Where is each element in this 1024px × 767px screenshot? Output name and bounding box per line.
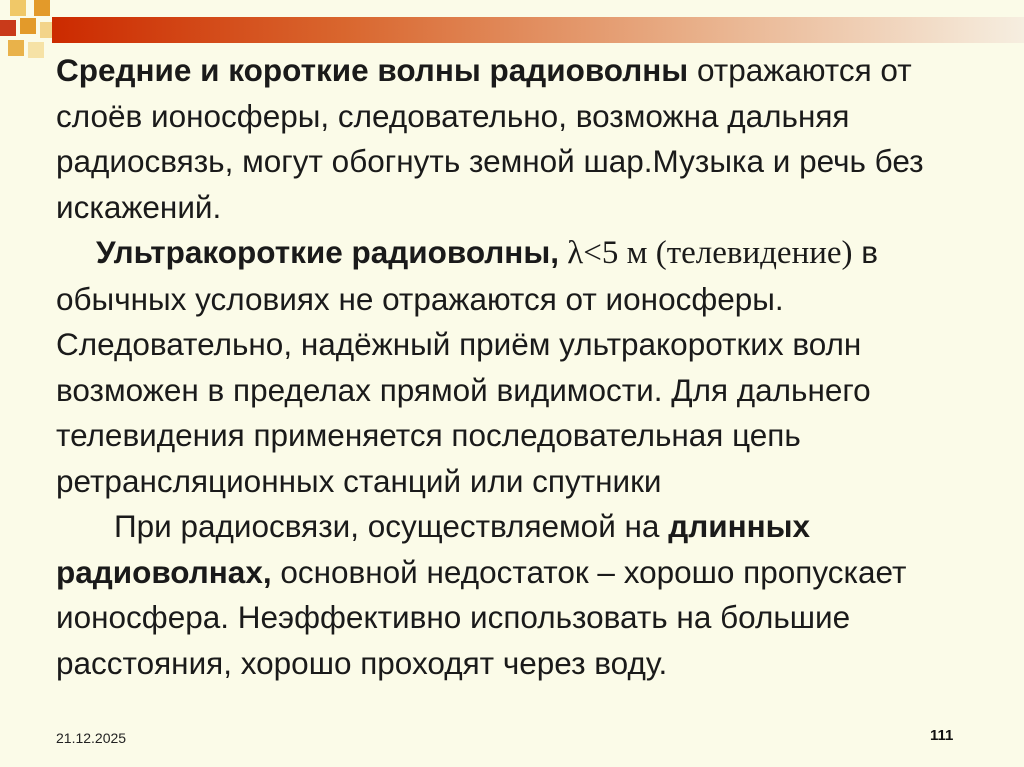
bold-term: Средние и короткие волны радиоволны <box>56 52 689 88</box>
deco-square <box>28 42 44 58</box>
paragraph-text: При радиосвязи, осуществляемой на <box>114 508 669 544</box>
bold-term: Ультракороткие радиоволны, <box>96 234 559 270</box>
paragraph-long-waves <box>56 504 1006 686</box>
deco-square <box>10 0 26 16</box>
title-bar-band <box>52 17 1024 43</box>
wavelength-note: λ<5 м (телевидение) <box>558 235 853 271</box>
footer-date: 21.12.2025 <box>56 730 127 746</box>
paragraph-text: отражаются от слоёв ионосферы, следовательно, возможна дальняя радиосвязь, могут обогнуть земной шар.Музыка и речь без искажений. <box>56 52 924 225</box>
paragraph-ultrashort-waves <box>56 230 1006 504</box>
slide-number: 111 <box>930 727 954 744</box>
paragraph-text: в обычных условиях не отражаются от ионосферы. Следовательно, надёжный приём ультракоротких волн возможен в пределах прямой видимости. Для дальнего телевидения применяется последовательная цепь ретрансляционных станций или спутники <box>56 234 879 499</box>
paragraph-text: основной недостаток – хорошо пропускает ионосфера. Неэффективно использовать на большие расстояния, хорошо проходят через воду. <box>56 553 907 681</box>
slide-body-text <box>56 48 1006 686</box>
deco-square <box>20 18 36 34</box>
bold-term: длинных радиоволнах, <box>56 508 811 590</box>
deco-square <box>8 40 24 56</box>
paragraph-medium-short-waves <box>56 48 1006 230</box>
deco-square <box>34 0 50 16</box>
deco-square <box>0 20 16 36</box>
